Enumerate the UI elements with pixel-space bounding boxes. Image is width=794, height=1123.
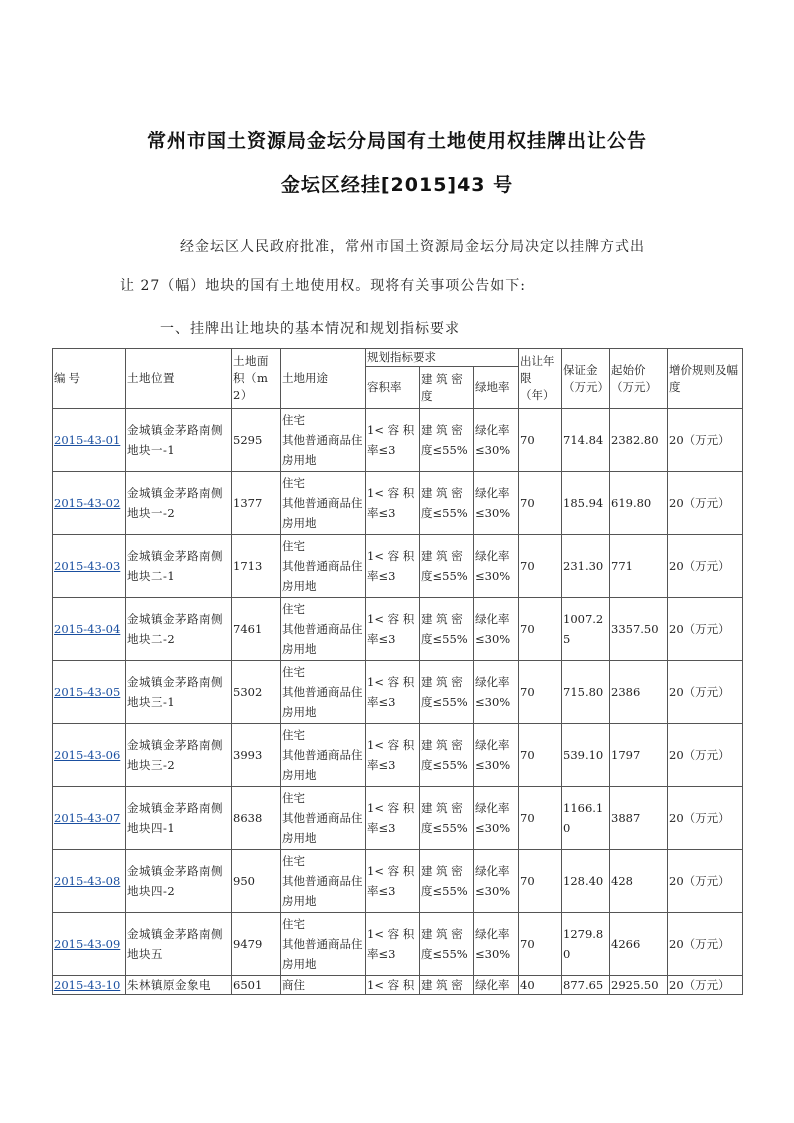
table-body xyxy=(53,409,743,995)
code-cell xyxy=(53,472,126,535)
term-cell: 70 xyxy=(519,913,562,976)
term-cell: 70 xyxy=(519,472,562,535)
land-parcel-table xyxy=(52,348,743,995)
code-cell xyxy=(53,724,126,787)
density-cell: 建 筑 密度≤55% xyxy=(420,472,474,535)
term-cell: 70 xyxy=(519,724,562,787)
land-use-text: 住宅 xyxy=(282,854,305,868)
start-price-cell: 619.80 xyxy=(610,472,668,535)
location-cell: 朱林镇原金象电 xyxy=(126,976,232,995)
land-use-cell xyxy=(281,535,366,598)
area-cell: 1377 xyxy=(232,472,281,535)
increment-cell: 20（万元） xyxy=(668,598,743,661)
area-cell: 950 xyxy=(232,850,281,913)
code-cell xyxy=(53,661,126,724)
location-cell: 金城镇金茅路南侧地块三-1 xyxy=(126,661,232,724)
land-use-text: 其他普通商品住房用地 xyxy=(282,559,363,593)
intro-paragraph-line-1: 经金坛区人民政府批准，常州市国土资源局金坛分局决定以挂牌方式出 xyxy=(180,239,645,255)
document-title: 常州市国土资源局金坛分局国有土地使用权挂牌出让公告 xyxy=(146,130,647,152)
term-cell: 70 xyxy=(519,850,562,913)
land-use-text: 住宅 xyxy=(282,728,305,742)
parcel-code-link[interactable]: 2015-43-07 xyxy=(54,811,121,825)
green-rate-cell: 绿化率≤30% xyxy=(474,535,519,598)
header-deposit: 保证金（万元） xyxy=(562,349,610,409)
density-cell: 建 筑 密度≤55% xyxy=(420,598,474,661)
green-rate-cell: 绿化率≤30% xyxy=(474,724,519,787)
area-cell: 5295 xyxy=(232,409,281,472)
area-cell: 3993 xyxy=(232,724,281,787)
location-cell: 金城镇金茅路南侧地块一-2 xyxy=(126,472,232,535)
land-use-cell xyxy=(281,598,366,661)
land-use-text: 住宅 xyxy=(282,791,305,805)
term-cell: 70 xyxy=(519,787,562,850)
increment-cell: 20（万元） xyxy=(668,724,743,787)
code-cell xyxy=(53,409,126,472)
header-planning: 规划指标要求 xyxy=(366,349,519,367)
location-cell: 金城镇金茅路南侧地块四-2 xyxy=(126,850,232,913)
deposit-cell: 539.10 xyxy=(562,724,610,787)
deposit-cell: 1007.25 xyxy=(562,598,610,661)
table-row xyxy=(53,850,743,913)
table-row xyxy=(53,724,743,787)
land-use-text: 商住 xyxy=(282,977,305,992)
land-use-text: 住宅 xyxy=(282,539,305,553)
green-rate-cell: 绿化率≤30% xyxy=(474,787,519,850)
land-use-text: 其他普通商品住房用地 xyxy=(282,748,363,782)
far-cell: 1< 容 积率≤3 xyxy=(366,598,420,661)
deposit-cell: 877.65 xyxy=(562,976,610,995)
deposit-cell: 715.80 xyxy=(562,661,610,724)
code-cell xyxy=(53,913,126,976)
location-cell: 金城镇金茅路南侧地块一-1 xyxy=(126,409,232,472)
parcel-code-link[interactable]: 2015-43-06 xyxy=(54,748,121,762)
area-cell: 6501 xyxy=(232,976,281,995)
header-green: 绿地率 xyxy=(474,367,519,409)
location-cell: 金城镇金茅路南侧地块二-2 xyxy=(126,598,232,661)
far-cell: 1< 容 积率≤3 xyxy=(366,724,420,787)
green-rate-cell: 绿化率≤30% xyxy=(474,913,519,976)
density-cell: 建 筑 密度≤55% xyxy=(420,409,474,472)
parcel-code-link[interactable]: 2015-43-03 xyxy=(54,559,121,573)
deposit-cell: 128.40 xyxy=(562,850,610,913)
land-use-text: 住宅 xyxy=(282,476,305,490)
header-location: 土地位置 xyxy=(126,349,232,409)
section-heading: 一、挂牌出让地块的基本情况和规划指标要求 xyxy=(160,321,460,337)
start-price-cell: 3887 xyxy=(610,787,668,850)
location-cell: 金城镇金茅路南侧地块二-1 xyxy=(126,535,232,598)
start-price-cell: 3357.50 xyxy=(610,598,668,661)
far-cell: 1< 容 积率≤3 xyxy=(366,787,420,850)
code-cell xyxy=(53,535,126,598)
area-cell: 7461 xyxy=(232,598,281,661)
increment-cell: 20（万元） xyxy=(668,850,743,913)
increment-cell: 20（万元） xyxy=(668,976,743,995)
increment-cell: 20（万元） xyxy=(668,661,743,724)
code-cell xyxy=(53,976,126,995)
table-row xyxy=(53,976,743,995)
location-cell: 金城镇金茅路南侧地块五 xyxy=(126,913,232,976)
deposit-cell: 1166.10 xyxy=(562,787,610,850)
term-cell: 40 xyxy=(519,976,562,995)
land-use-text: 住宅 xyxy=(282,602,305,616)
parcel-code-link[interactable]: 2015-43-05 xyxy=(54,685,121,699)
deposit-cell: 185.94 xyxy=(562,472,610,535)
land-use-text: 其他普通商品住房用地 xyxy=(282,811,363,845)
parcel-code-link[interactable]: 2015-43-02 xyxy=(54,496,121,510)
area-cell: 1713 xyxy=(232,535,281,598)
code-cell xyxy=(53,598,126,661)
header-code: 编号 xyxy=(53,349,126,409)
far-cell: 1< 容 积 xyxy=(366,976,420,995)
increment-cell: 20（万元） xyxy=(668,535,743,598)
area-cell: 9479 xyxy=(232,913,281,976)
term-cell: 70 xyxy=(519,661,562,724)
land-use-cell xyxy=(281,787,366,850)
green-rate-cell: 绿化率 xyxy=(474,976,519,995)
parcel-code-link[interactable]: 2015-43-08 xyxy=(54,874,121,888)
far-cell: 1< 容 积率≤3 xyxy=(366,472,420,535)
parcel-code-link[interactable]: 2015-43-01 xyxy=(54,433,121,447)
far-cell: 1< 容 积率≤3 xyxy=(366,535,420,598)
header-density: 建 筑 密度 xyxy=(420,367,474,409)
header-start-price: 起始价（万元） xyxy=(610,349,668,409)
land-use-cell xyxy=(281,409,366,472)
green-rate-cell: 绿化率≤30% xyxy=(474,661,519,724)
land-use-cell xyxy=(281,976,366,995)
green-rate-cell: 绿化率≤30% xyxy=(474,850,519,913)
document-number: 金坛区经挂[2015]43 号 xyxy=(280,174,514,196)
area-cell: 8638 xyxy=(232,787,281,850)
term-cell: 70 xyxy=(519,598,562,661)
density-cell: 建 筑 密度≤55% xyxy=(420,661,474,724)
header-area: 土地面积（m2） xyxy=(232,349,281,409)
far-cell: 1< 容 积率≤3 xyxy=(366,850,420,913)
far-cell: 1< 容 积率≤3 xyxy=(366,661,420,724)
header-term: 出让年限（年） xyxy=(519,349,562,409)
table-row xyxy=(53,472,743,535)
far-cell: 1< 容 积率≤3 xyxy=(366,913,420,976)
area-cell: 5302 xyxy=(232,661,281,724)
intro-paragraph-line-2: 让 27（幅）地块的国有土地使用权。现将有关事项公告如下: xyxy=(120,278,526,294)
table-row xyxy=(53,661,743,724)
location-cell: 金城镇金茅路南侧地块四-1 xyxy=(126,787,232,850)
header-increment: 增价规则及幅度 xyxy=(668,349,743,409)
deposit-cell: 714.84 xyxy=(562,409,610,472)
parcel-code-link[interactable]: 2015-43-09 xyxy=(54,937,121,951)
code-cell xyxy=(53,850,126,913)
land-use-text: 其他普通商品住房用地 xyxy=(282,433,363,467)
header-far: 容积率 xyxy=(366,367,420,409)
location-cell: 金城镇金茅路南侧地块三-2 xyxy=(126,724,232,787)
density-cell: 建 筑 密度≤55% xyxy=(420,850,474,913)
density-cell: 建 筑 密度≤55% xyxy=(420,913,474,976)
deposit-cell: 231.30 xyxy=(562,535,610,598)
table-row xyxy=(53,409,743,472)
start-price-cell: 771 xyxy=(610,535,668,598)
start-price-cell: 2386 xyxy=(610,661,668,724)
increment-cell: 20（万元） xyxy=(668,913,743,976)
start-price-cell: 2925.50 xyxy=(610,976,668,995)
table-row xyxy=(53,535,743,598)
deposit-cell: 1279.80 xyxy=(562,913,610,976)
increment-cell: 20（万元） xyxy=(668,472,743,535)
land-use-cell xyxy=(281,661,366,724)
code-cell xyxy=(53,787,126,850)
green-rate-cell: 绿化率≤30% xyxy=(474,598,519,661)
land-use-text: 其他普通商品住房用地 xyxy=(282,685,363,719)
start-price-cell: 4266 xyxy=(610,913,668,976)
far-cell: 1< 容 积率≤3 xyxy=(366,409,420,472)
start-price-cell: 2382.80 xyxy=(610,409,668,472)
land-use-cell xyxy=(281,913,366,976)
increment-cell: 20（万元） xyxy=(668,409,743,472)
start-price-cell: 428 xyxy=(610,850,668,913)
density-cell: 建 筑 密度≤55% xyxy=(420,724,474,787)
parcel-code-link[interactable]: 2015-43-04 xyxy=(54,622,121,636)
land-use-text: 其他普通商品住房用地 xyxy=(282,622,363,656)
green-rate-cell: 绿化率≤30% xyxy=(474,472,519,535)
term-cell: 70 xyxy=(519,409,562,472)
land-use-text: 住宅 xyxy=(282,665,305,679)
land-use-text: 其他普通商品住房用地 xyxy=(282,874,363,908)
term-cell: 70 xyxy=(519,535,562,598)
land-use-cell xyxy=(281,724,366,787)
land-use-text: 其他普通商品住房用地 xyxy=(282,937,363,971)
green-rate-cell: 绿化率≤30% xyxy=(474,409,519,472)
start-price-cell: 1797 xyxy=(610,724,668,787)
land-use-cell xyxy=(281,472,366,535)
land-use-text: 住宅 xyxy=(282,413,305,427)
density-cell: 建 筑 密度≤55% xyxy=(420,535,474,598)
table-row xyxy=(53,598,743,661)
table-row xyxy=(53,913,743,976)
land-use-text: 其他普通商品住房用地 xyxy=(282,496,363,530)
parcel-code-link[interactable]: 2015-43-10 xyxy=(54,977,121,992)
table-row xyxy=(53,787,743,850)
land-use-text: 住宅 xyxy=(282,917,305,931)
increment-cell: 20（万元） xyxy=(668,787,743,850)
density-cell: 建 筑 密度≤55% xyxy=(420,787,474,850)
density-cell: 建 筑 密 xyxy=(420,976,474,995)
land-use-cell xyxy=(281,850,366,913)
header-use: 土地用途 xyxy=(281,349,366,409)
